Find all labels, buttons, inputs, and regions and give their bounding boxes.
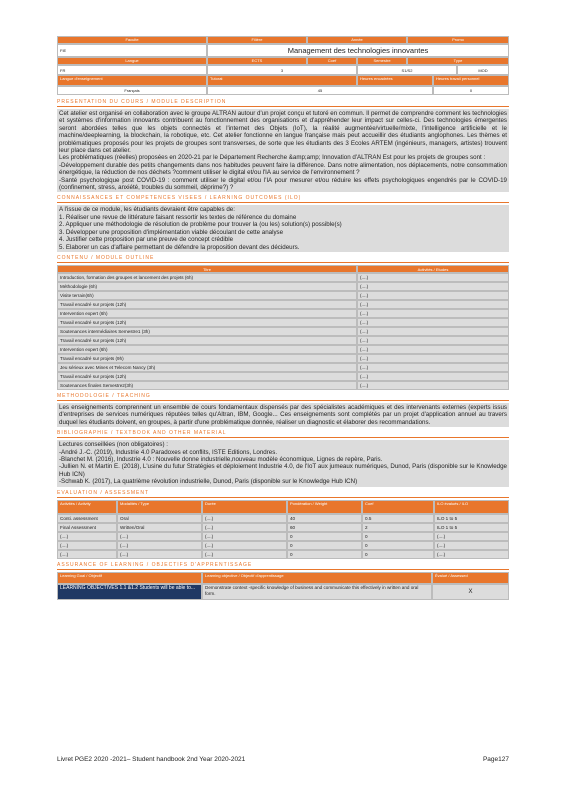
learning-goal: LEARNING OBJECTIVES 1.1 &1.2 Students will be able to...	[57, 584, 202, 600]
course-sheet	[57, 36, 509, 600]
assessed-mark: X	[432, 584, 509, 600]
type-value: MOD	[457, 65, 509, 75]
table-row	[57, 532, 509, 541]
header-cell: Année	[307, 36, 407, 44]
outline-topic: Travail encadré sur projets (12h)	[57, 372, 357, 381]
evaluation-weight: 40	[287, 514, 362, 523]
outline-title: CONTENU / MODULE OUTLINE	[57, 254, 509, 263]
table-row	[57, 282, 509, 291]
outline-topic: Intervention expert (6h)	[57, 309, 357, 318]
evaluation-weight: 0	[287, 550, 362, 559]
bibliography-text	[57, 440, 509, 486]
evaluation-duration: (....)	[202, 514, 287, 523]
table-row	[57, 550, 509, 559]
outline-header-activities: Activités / Etudes	[357, 265, 509, 273]
evaluation-type: (....)	[117, 550, 202, 559]
evaluation-coef: 0	[362, 532, 434, 541]
outline-activity: (....)	[357, 372, 509, 381]
competences-title: CONNAISSANCES ET COMPETENCES VISEES / LEARNING OUTCOMES (ILO)	[57, 194, 509, 203]
evaluation-weight: 0	[287, 541, 362, 550]
evaluation-coef: 0.5	[362, 514, 434, 523]
outline-activity: (....)	[357, 381, 509, 390]
presentation-title: PRESENTATION DU COURS / MODULE DESCRIPTION	[57, 98, 509, 107]
semester-value: S1/S2	[357, 65, 457, 75]
evaluation-coef: 0	[362, 550, 434, 559]
assurance-header: Évalué / Assessed	[432, 572, 509, 584]
evaluation-duration: (....)	[202, 550, 287, 559]
evaluation-table	[57, 514, 509, 559]
outline-topic: Travail encadré sur projets (12h)	[57, 300, 357, 309]
page-footer	[57, 755, 509, 765]
personal-hours-value: 0	[433, 86, 509, 95]
outline-activity: (....)	[357, 291, 509, 300]
presentation-paragraph: Cet atelier est organisé en collaboration avec le groupe ALTRAN autour d'un projet conçu et tutoré en commun. Il permet de comprendre comment les technologies et systèmes d'information innovants contribuent au fonctionnement des organisations et d'appréhender leur impact sur celles-ci. Des technologies émergentes seront abordées telles que les objets connectés et l'internet des Objets (IoT), la réalité augmentée/virtuelle/mixte, l'intelligence artificielle et le machine/deeplearning, la blockchain, la robotique, etc. Cet atelier fonctionne en langue française mais peut accueillir des étudiants anglophones. Les thèmes et problématiques proposés pour les projets de groupes sont transverses, de sorte que les étudiants des 3 Ecoles ARTEM (ingénieurs, managers, artistes) trouvent leur place dans cet atelier.	[59, 110, 507, 155]
bibliography-line: -Schwab K. (2017), La quatrième révolution industrielle, Dunod, Paris (disponible sur le Knowledge Hub ICN)	[59, 478, 358, 486]
evaluation-header: Pondération / Weight	[287, 500, 362, 514]
table-row	[57, 523, 509, 532]
outline-activity: (....)	[357, 300, 509, 309]
header-row-2	[57, 44, 509, 57]
header-row-6	[57, 86, 509, 95]
methodology-paragraph: Les enseignements comprennent un ensemble de cours fondamentaux dispensés par des spécialistes académiques et des intervenants externes (experts issus d'entreprises de services numériques réputées telles qu'Altran, IBM, Google... Ces enseignements sont complétés par un projet d'application annuel au travers duquel les étudiants doivent, en groupes, à partir d'une problématique donnée, réaliser un diagnostic et élaborer des recommandations.	[59, 403, 507, 426]
header-row-4	[57, 65, 509, 75]
teaching-language-value: Français	[57, 86, 207, 95]
language-value: FR	[57, 65, 207, 75]
table-row	[57, 354, 509, 363]
outline-topic: Visite terrain(6h)	[57, 291, 357, 300]
table-row	[57, 381, 509, 390]
outline-topic: Travail encadré sur projets (9h)	[57, 354, 357, 363]
evaluation-header: Modalités / Type	[117, 500, 202, 514]
outline-topic: Soutenances intermédiaires Semestre1 (3h)	[57, 327, 357, 336]
bibliography-line: -André J.-C. (2019), Industrie 4.0 Paradoxes et conflits, ISTE Editions, Londres.	[59, 448, 278, 456]
evaluation-ilo: (....)	[434, 541, 509, 550]
evaluation-type: Oral	[117, 514, 202, 523]
header-cell: Type	[407, 57, 509, 65]
evaluation-ilo: ILO 1 to 5	[434, 514, 509, 523]
bibliography-line: Lectures conseillées (non obligatoires) :	[59, 441, 169, 449]
competence-line: A l'issue de ce module, les étudiants devraient être capables de:	[59, 206, 235, 214]
evaluation-ilo: (....)	[434, 550, 509, 559]
header-row-1	[57, 36, 509, 44]
evaluation-type: (....)	[117, 532, 202, 541]
evaluation-duration: (....)	[202, 532, 287, 541]
header-cell: Coef	[307, 57, 357, 65]
table-row	[57, 300, 509, 309]
outline-topic: Introduction, formation des groupes et lancement des projets (6h)	[57, 273, 357, 282]
outline-table	[57, 273, 509, 390]
table-row	[57, 363, 509, 372]
evaluation-ilo: ILO 1 to 5	[434, 523, 509, 532]
page-number: Page127	[482, 756, 509, 763]
faculty-value: FIE	[57, 44, 207, 57]
outline-activity: (....)	[357, 273, 509, 282]
header-cell: Tutorat	[207, 75, 357, 86]
header-cell: Heures travail personnel	[433, 75, 509, 86]
outline-activity: (....)	[357, 345, 509, 354]
table-row	[57, 309, 509, 318]
outline-header-row	[57, 265, 509, 273]
table-row	[57, 327, 509, 336]
assurance-header-row	[57, 572, 509, 584]
evaluation-activity: Final Assessment	[57, 523, 117, 532]
outline-header-title: Titre	[57, 265, 357, 273]
table-row	[57, 541, 509, 550]
ects-value: 3	[207, 65, 357, 75]
competence-line: 3. Développer une proposition d'implémentation viable découlant de cette analyse	[59, 228, 284, 236]
header-cell: Semestre	[357, 57, 407, 65]
competence-line: 2. Appliquer une méthodologie de résolution de problème pour trouver la (ou les) solution(s) possible(s)	[59, 221, 342, 229]
competences-text	[57, 205, 509, 251]
competence-line: 5. Elaborer un cas d'affaire permettant de défendre la proposition devant des décideurs.	[59, 243, 300, 251]
evaluation-coef: 0	[362, 541, 434, 550]
evaluation-weight: 60	[287, 523, 362, 532]
table-row	[57, 273, 509, 282]
footer-handbook-label: Livret PGE2 2020 -2021– Student handbook 2nd Year 2020-2021	[57, 756, 246, 763]
evaluation-duration: (....)	[202, 523, 287, 532]
header-cell: Langue d'enseignement	[57, 75, 207, 86]
evaluation-type: (....)	[117, 541, 202, 550]
hours-value: 45	[207, 86, 433, 95]
evaluation-activity: (....)	[57, 532, 117, 541]
methodology-title: METHODOLOGIE / TEACHING	[57, 392, 509, 401]
evaluation-activity: Conti. assessment	[57, 514, 117, 523]
header-cell: Langue	[57, 57, 207, 65]
methodology-text	[57, 403, 509, 427]
outline-topic: Travail encadré sur projets (12h)	[57, 318, 357, 327]
bibliography-line: -Jullien N. et Martin E. (2018), L'usine du futur Stratégies et déploiement Industrie 4.0, de l'IoT aux jumeaux numériques, Dunod, Paris (disponible sur le Knowledge Hub ICN)	[59, 463, 507, 478]
competence-line: 1. Réaliser une revue de littérature faisant ressortir les textes de référence du domaine	[59, 213, 297, 221]
outline-activity: (....)	[357, 282, 509, 291]
table-row	[57, 336, 509, 345]
outline-activity: (....)	[357, 336, 509, 345]
bibliography-line: -Blanchet M. (2016), Industrie 4.0 : Nouvelle donne industrielle,nouveau modèle économique, Lignes de repère, Paris.	[59, 455, 383, 463]
evaluation-coef: 2	[362, 523, 434, 532]
table-row	[57, 345, 509, 354]
header-cell: Filière	[207, 36, 307, 44]
bibliography-title: BIBLIOGRAPHIE / TEXTBOOK AND OTHER MATERIAL	[57, 429, 509, 438]
presentation-paragraph: -Santé psychologique post COVID-19 : comment utiliser le digital et/ou l'IA pour mesurer et/ou réduire les effets psychologiques engendrés par le COVID-19 (confinement, stress, anxiété, troubles du sommeil, déprime?) ?	[59, 176, 507, 192]
outline-activity: (....)	[357, 327, 509, 336]
table-row	[57, 318, 509, 327]
outline-topic: Travail encadré sur projets (12h)	[57, 336, 357, 345]
header-row-3	[57, 57, 509, 65]
outline-topic: Soutenances finales Semestre2(3h)	[57, 381, 357, 390]
outline-topic: Intervention expert (6h)	[57, 345, 357, 354]
outline-activity: (....)	[357, 363, 509, 372]
evaluation-header: Durée	[202, 500, 287, 514]
competence-line: 4. Justifier cette proposition par une preuve de concept crédible	[59, 236, 234, 244]
table-row	[57, 291, 509, 300]
assurance-header: Learning objective / Objectif d'apprentissage	[202, 572, 432, 584]
course-title: Management des technologies innovantes	[207, 44, 509, 57]
evaluation-duration: (....)	[202, 541, 287, 550]
evaluation-weight: 0	[287, 532, 362, 541]
outline-topic: Méthodologie (6h)	[57, 282, 357, 291]
evaluation-activity: (....)	[57, 550, 117, 559]
presentation-text	[57, 109, 509, 192]
table-row	[57, 372, 509, 381]
learning-objective: Demonstrate context -specific knowledge of business and communicate this effectively in written and oral form.	[202, 584, 432, 600]
assurance-row	[57, 584, 509, 600]
evaluation-activity: (....)	[57, 541, 117, 550]
evaluation-header-row	[57, 500, 509, 514]
outline-activity: (....)	[357, 318, 509, 327]
outline-activity: (....)	[357, 354, 509, 363]
evaluation-header: Coef	[362, 500, 434, 514]
assurance-header: Learning Goal / Objectif	[57, 572, 202, 584]
presentation-paragraph: Les problématiques (réelles) proposées en 2020-21 par le Département Recherche &amp;amp; Innovation d'ALTRAN Est pour les projets de groupes sont :	[59, 154, 486, 162]
header-cell: Faculte	[57, 36, 207, 44]
evaluation-ilo: (....)	[434, 532, 509, 541]
table-row	[57, 514, 509, 523]
header-cell: Heures encadrées	[357, 75, 433, 86]
header-cell: ECTS	[207, 57, 307, 65]
outline-topic: Jeu sérieux avec Mines et Telecom Nancy (3h)	[57, 363, 357, 372]
outline-activity: (....)	[357, 309, 509, 318]
presentation-paragraph: -Développement durable des petits changements dans nos habitudes peuvent faire la différence. Dans notre alimentation, nos déplacements, notre consommation énergétique, la réduction de nos déchets ?comment utiliser le digital et/ou l'IA au service de l'environnement ?	[59, 161, 507, 177]
evaluation-title: EVALUATION / ASSESSMENT	[57, 489, 509, 498]
header-row-5	[57, 75, 509, 86]
evaluation-header: ILO évalués / ILO	[434, 500, 509, 514]
evaluation-type: Written/Oral	[117, 523, 202, 532]
evaluation-header: Activités / Activity	[57, 500, 117, 514]
header-cell: Promo	[407, 36, 509, 44]
assurance-title: ASSURANCE OF LEARNING / OBJECTIFS D'APPRENTISSAGE	[57, 561, 509, 570]
